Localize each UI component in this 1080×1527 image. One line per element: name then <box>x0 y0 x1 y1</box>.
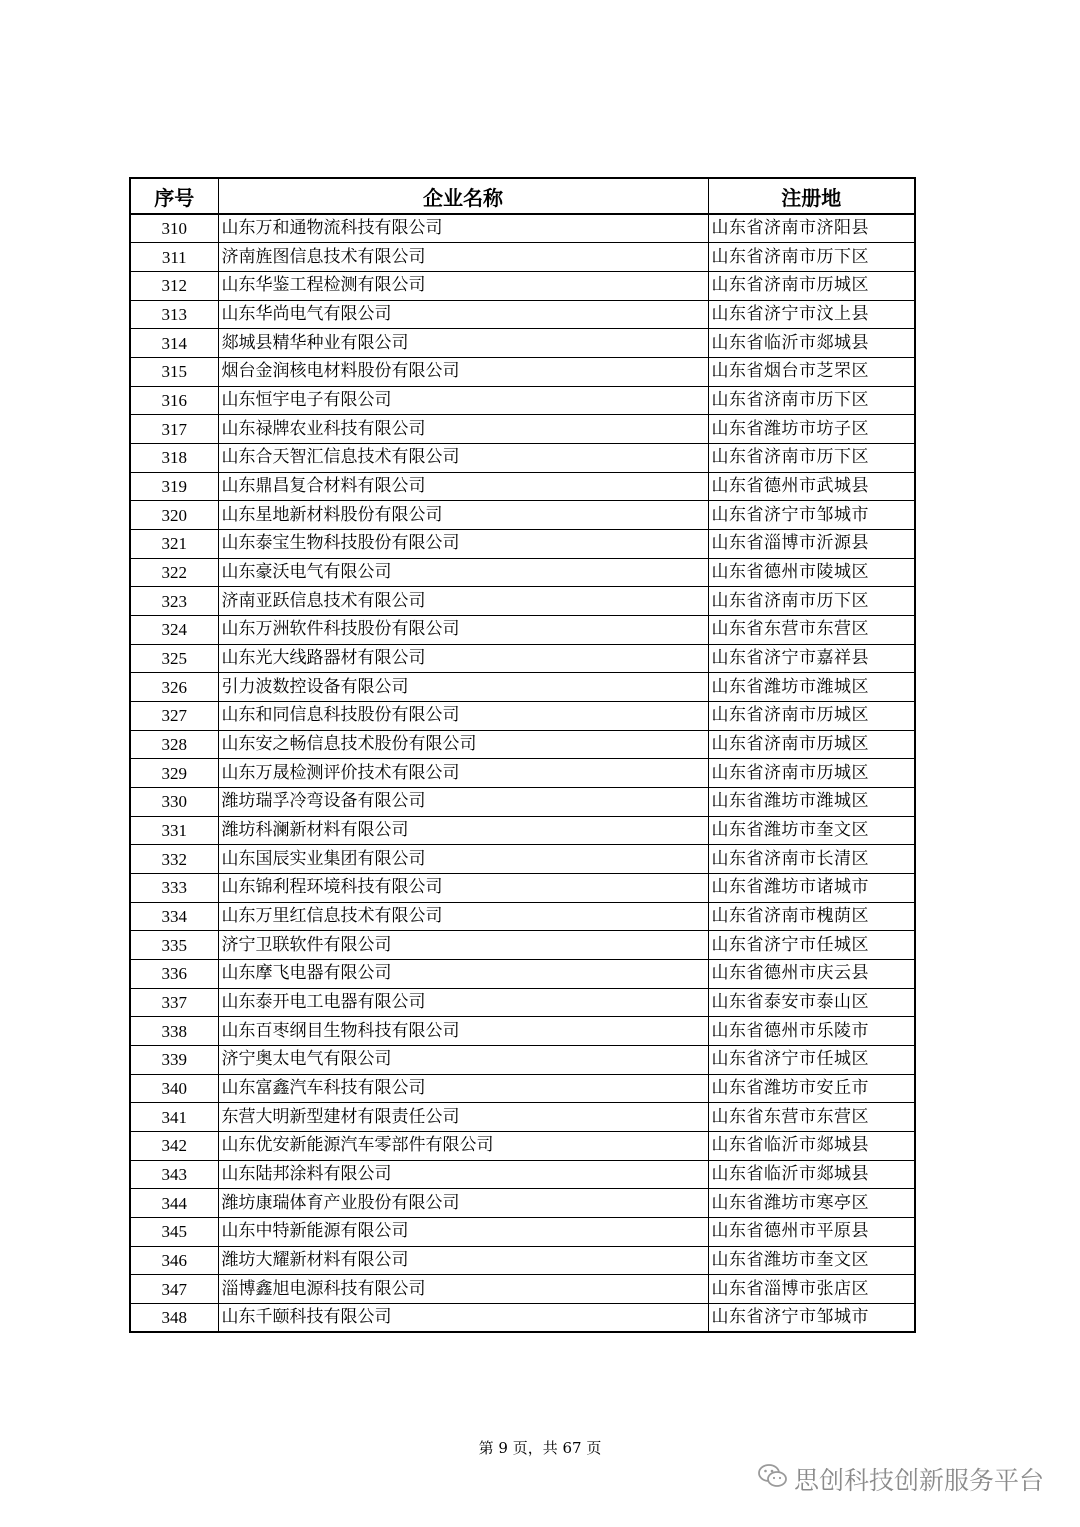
table-row <box>130 529 915 558</box>
seq-cell: 342 <box>130 1132 218 1161</box>
name-cell: 济宁奥太电气有限公司 <box>218 1045 708 1074</box>
table-row <box>130 873 915 902</box>
seq-cell: 334 <box>130 902 218 931</box>
name-cell: 引力波数控设备有限公司 <box>218 673 708 702</box>
name-cell: 山东华尚电气有限公司 <box>218 300 708 329</box>
name-cell: 潍坊科澜新材料有限公司 <box>218 816 708 845</box>
name-cell: 山东锦利程环境科技有限公司 <box>218 873 708 902</box>
reg-cell: 山东省济宁市邹城市 <box>708 501 915 530</box>
name-cell: 山东和同信息科技股份有限公司 <box>218 701 708 730</box>
seq-cell: 316 <box>130 386 218 415</box>
reg-cell: 山东省济宁市嘉祥县 <box>708 644 915 673</box>
name-cell: 山东百枣纲目生物科技有限公司 <box>218 1017 708 1046</box>
reg-cell: 山东省烟台市芝罘区 <box>708 357 915 386</box>
table-body <box>130 214 915 1332</box>
seq-cell: 340 <box>130 1074 218 1103</box>
reg-cell: 山东省德州市平原县 <box>708 1218 915 1247</box>
name-cell: 潍坊康瑞体育产业股份有限公司 <box>218 1189 708 1218</box>
seq-cell: 339 <box>130 1045 218 1074</box>
seq-cell: 319 <box>130 472 218 501</box>
reg-cell: 山东省临沂市郯城县 <box>708 1160 915 1189</box>
name-cell: 山东万洲软件科技股份有限公司 <box>218 615 708 644</box>
seq-cell: 343 <box>130 1160 218 1189</box>
name-cell: 山东禄牌农业科技有限公司 <box>218 415 708 444</box>
name-cell: 郯城县精华种业有限公司 <box>218 329 708 358</box>
reg-cell: 山东省济宁市任城区 <box>708 1045 915 1074</box>
table-row <box>130 415 915 444</box>
seq-cell: 338 <box>130 1017 218 1046</box>
reg-cell: 山东省潍坊市奎文区 <box>708 1246 915 1275</box>
reg-cell: 山东省济宁市任城区 <box>708 931 915 960</box>
name-cell: 济南亚跃信息技术有限公司 <box>218 587 708 616</box>
name-cell: 淄博鑫旭电源科技有限公司 <box>218 1275 708 1304</box>
seq-cell: 332 <box>130 845 218 874</box>
name-cell: 山东陆邦涂料有限公司 <box>218 1160 708 1189</box>
table-row <box>130 1132 915 1161</box>
table-row <box>130 644 915 673</box>
table-header-row <box>130 178 915 214</box>
seq-cell: 344 <box>130 1189 218 1218</box>
reg-cell: 山东省东营市东营区 <box>708 1103 915 1132</box>
seq-cell: 315 <box>130 357 218 386</box>
header-seq: 序号 <box>130 178 218 214</box>
header-name: 企业名称 <box>218 178 708 214</box>
name-cell: 山东富鑫汽车科技有限公司 <box>218 1074 708 1103</box>
table-row <box>130 759 915 788</box>
name-cell: 山东万晟检测评价技术有限公司 <box>218 759 708 788</box>
seq-cell: 313 <box>130 300 218 329</box>
reg-cell: 山东省济南市历下区 <box>708 443 915 472</box>
reg-cell: 山东省济南市历城区 <box>708 701 915 730</box>
reg-cell: 山东省泰安市泰山区 <box>708 988 915 1017</box>
name-cell: 山东光大线路器材有限公司 <box>218 644 708 673</box>
seq-cell: 314 <box>130 329 218 358</box>
reg-cell: 山东省潍坊市寒亭区 <box>708 1189 915 1218</box>
table-row <box>130 1017 915 1046</box>
name-cell: 山东中特新能源有限公司 <box>218 1218 708 1247</box>
seq-cell: 348 <box>130 1304 218 1333</box>
seq-cell: 328 <box>130 730 218 759</box>
seq-cell: 325 <box>130 644 218 673</box>
table-row <box>130 931 915 960</box>
seq-cell: 337 <box>130 988 218 1017</box>
name-cell: 山东豪沃电气有限公司 <box>218 558 708 587</box>
page-number: 第 9 页，共 67 页 <box>478 1439 602 1457</box>
reg-cell: 山东省济南市历城区 <box>708 730 915 759</box>
seq-cell: 336 <box>130 959 218 988</box>
table-row <box>130 357 915 386</box>
name-cell: 山东泰开电工电器有限公司 <box>218 988 708 1017</box>
table-row <box>130 701 915 730</box>
enterprise-table <box>129 177 916 1333</box>
reg-cell: 山东省潍坊市潍城区 <box>708 673 915 702</box>
name-cell: 东营大明新型建材有限责任公司 <box>218 1103 708 1132</box>
table-row <box>130 443 915 472</box>
seq-cell: 327 <box>130 701 218 730</box>
seq-cell: 347 <box>130 1275 218 1304</box>
name-cell: 济宁卫联软件有限公司 <box>218 931 708 960</box>
table-row <box>130 243 915 272</box>
reg-cell: 山东省德州市武城县 <box>708 472 915 501</box>
name-cell: 山东鼎昌复合材料有限公司 <box>218 472 708 501</box>
table-row <box>130 816 915 845</box>
reg-cell: 山东省临沂市郯城县 <box>708 329 915 358</box>
reg-cell: 山东省潍坊市奎文区 <box>708 816 915 845</box>
seq-cell: 333 <box>130 873 218 902</box>
table-row <box>130 587 915 616</box>
seq-cell: 331 <box>130 816 218 845</box>
reg-cell: 山东省济南市历下区 <box>708 243 915 272</box>
seq-cell: 323 <box>130 587 218 616</box>
table-row <box>130 214 915 243</box>
name-cell: 山东万里红信息技术有限公司 <box>218 902 708 931</box>
seq-cell: 312 <box>130 271 218 300</box>
name-cell: 山东安之畅信息技术股份有限公司 <box>218 730 708 759</box>
wechat-icon <box>758 1463 794 1495</box>
table-row <box>130 329 915 358</box>
name-cell: 济南旌图信息技术有限公司 <box>218 243 708 272</box>
name-cell: 潍坊瑞孚冷弯设备有限公司 <box>218 787 708 816</box>
name-cell: 山东万和通物流科技有限公司 <box>218 214 708 243</box>
reg-cell: 山东省潍坊市安丘市 <box>708 1074 915 1103</box>
seq-cell: 322 <box>130 558 218 587</box>
seq-cell: 318 <box>130 443 218 472</box>
reg-cell: 山东省济南市槐荫区 <box>708 902 915 931</box>
table-row <box>130 902 915 931</box>
reg-cell: 山东省临沂市郯城县 <box>708 1132 915 1161</box>
reg-cell: 山东省济宁市邹城市 <box>708 1304 915 1333</box>
name-cell: 山东合天智汇信息技术有限公司 <box>218 443 708 472</box>
name-cell: 山东优安新能源汽车零部件有限公司 <box>218 1132 708 1161</box>
reg-cell: 山东省淄博市沂源县 <box>708 529 915 558</box>
table-row <box>130 271 915 300</box>
table-row <box>130 1275 915 1304</box>
table-row <box>130 1189 915 1218</box>
seq-cell: 326 <box>130 673 218 702</box>
reg-cell: 山东省德州市庆云县 <box>708 959 915 988</box>
table-row <box>130 558 915 587</box>
name-cell: 山东恒宇电子有限公司 <box>218 386 708 415</box>
table-row <box>130 1045 915 1074</box>
seq-cell: 321 <box>130 529 218 558</box>
table-row <box>130 959 915 988</box>
name-cell: 山东星地新材料股份有限公司 <box>218 501 708 530</box>
seq-cell: 341 <box>130 1103 218 1132</box>
reg-cell: 山东省德州市陵城区 <box>708 558 915 587</box>
table-row <box>130 472 915 501</box>
table-row <box>130 730 915 759</box>
reg-cell: 山东省东营市东营区 <box>708 615 915 644</box>
table-row <box>130 386 915 415</box>
reg-cell: 山东省济南市长清区 <box>708 845 915 874</box>
name-cell: 山东华鉴工程检测有限公司 <box>218 271 708 300</box>
seq-cell: 320 <box>130 501 218 530</box>
reg-cell: 山东省济南市历下区 <box>708 386 915 415</box>
seq-cell: 317 <box>130 415 218 444</box>
seq-cell: 345 <box>130 1218 218 1247</box>
watermark <box>758 1461 1044 1497</box>
seq-cell: 346 <box>130 1246 218 1275</box>
reg-cell: 山东省济南市历城区 <box>708 271 915 300</box>
watermark-text: 思创科技创新服务平台 <box>793 1466 1044 1495</box>
table-row <box>130 1246 915 1275</box>
seq-cell: 330 <box>130 787 218 816</box>
reg-cell: 山东省潍坊市诸城市 <box>708 873 915 902</box>
table-row <box>130 988 915 1017</box>
reg-cell: 山东省潍坊市坊子区 <box>708 415 915 444</box>
table-row <box>130 673 915 702</box>
table-row <box>130 1103 915 1132</box>
table-row <box>130 787 915 816</box>
reg-cell: 山东省济宁市汶上县 <box>708 300 915 329</box>
name-cell: 山东国辰实业集团有限公司 <box>218 845 708 874</box>
header-reg: 注册地 <box>708 178 915 214</box>
seq-cell: 329 <box>130 759 218 788</box>
name-cell: 山东泰宝生物科技股份有限公司 <box>218 529 708 558</box>
table-row <box>130 1218 915 1247</box>
reg-cell: 山东省济南市济阳县 <box>708 214 915 243</box>
table-row <box>130 300 915 329</box>
name-cell: 潍坊大耀新材料有限公司 <box>218 1246 708 1275</box>
name-cell: 烟台金润核电材料股份有限公司 <box>218 357 708 386</box>
reg-cell: 山东省济南市历下区 <box>708 587 915 616</box>
seq-cell: 310 <box>130 214 218 243</box>
reg-cell: 山东省德州市乐陵市 <box>708 1017 915 1046</box>
seq-cell: 335 <box>130 931 218 960</box>
seq-cell: 311 <box>130 243 218 272</box>
reg-cell: 山东省潍坊市潍城区 <box>708 787 915 816</box>
table-row <box>130 501 915 530</box>
name-cell: 山东摩飞电器有限公司 <box>218 959 708 988</box>
reg-cell: 山东省济南市历城区 <box>708 759 915 788</box>
table-row <box>130 1074 915 1103</box>
table-row <box>130 615 915 644</box>
table-row <box>130 845 915 874</box>
table-row <box>130 1160 915 1189</box>
reg-cell: 山东省淄博市张店区 <box>708 1275 915 1304</box>
name-cell: 山东千颐科技有限公司 <box>218 1304 708 1333</box>
seq-cell: 324 <box>130 615 218 644</box>
table-row <box>130 1304 915 1333</box>
